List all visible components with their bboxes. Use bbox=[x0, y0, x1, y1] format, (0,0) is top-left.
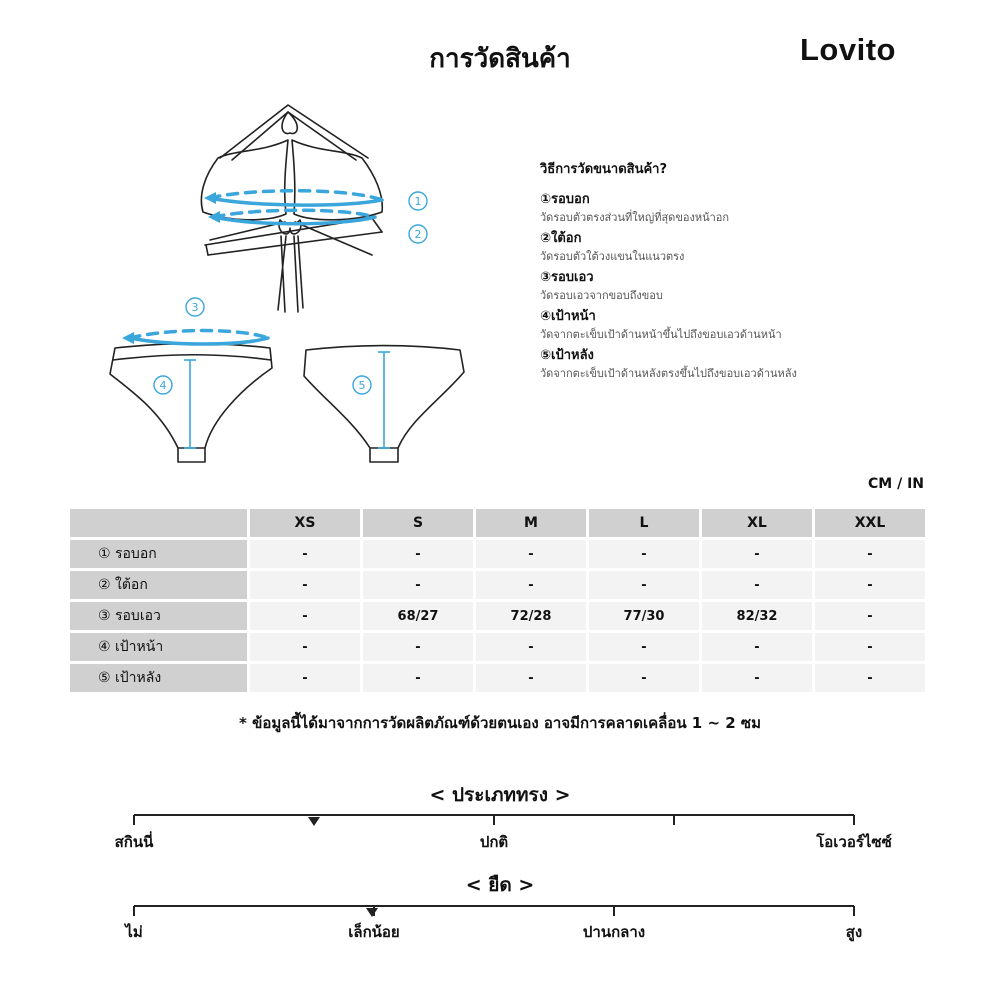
bust-line-back bbox=[210, 191, 382, 200]
waist-line-back bbox=[130, 331, 268, 339]
size-table bbox=[67, 506, 928, 695]
table-cell: - bbox=[363, 540, 473, 568]
halter-strap-outer bbox=[220, 105, 368, 158]
table-cell: - bbox=[702, 540, 812, 568]
guide-item-name: ②ใต้อก bbox=[540, 231, 582, 246]
right-cup bbox=[292, 140, 382, 220]
table-cell: - bbox=[476, 633, 586, 661]
measurement-note: * ข้อมูลนี้ได้มาจากการวัดผลิตภัณฑ์ด้วยตนเอง อาจมีการคลาดเคลื่อน 1 ~ 2 ซม bbox=[239, 714, 761, 732]
stretch-label-medium: ปานกลาง bbox=[582, 923, 646, 941]
table-row bbox=[70, 633, 925, 661]
guide-item-name: ①รอบอก bbox=[540, 192, 590, 207]
marker-5: 5 bbox=[358, 379, 366, 392]
table-cell: - bbox=[815, 664, 925, 692]
measurement-guide bbox=[540, 158, 940, 386]
arrow-bust bbox=[204, 192, 216, 204]
table-header-row bbox=[70, 509, 925, 537]
marker-2: 2 bbox=[414, 228, 422, 241]
table-cell: - bbox=[589, 664, 699, 692]
marker-4: 4 bbox=[159, 379, 167, 392]
table-cell: - bbox=[363, 571, 473, 599]
brand-logo: Lovito bbox=[800, 32, 896, 67]
guide-item-name: ④เป้าหน้า bbox=[540, 309, 596, 324]
stretch-marker-icon bbox=[366, 908, 378, 917]
table-cell: - bbox=[250, 602, 360, 630]
size-header: S bbox=[363, 509, 473, 537]
guide-item-bust bbox=[540, 191, 940, 226]
table-cell: - bbox=[815, 571, 925, 599]
table-cell: - bbox=[815, 633, 925, 661]
size-header: L bbox=[589, 509, 699, 537]
table-cell: - bbox=[363, 633, 473, 661]
table-cell: - bbox=[815, 540, 925, 568]
size-header: M bbox=[476, 509, 586, 537]
guide-item-front-rise bbox=[540, 308, 940, 343]
table-cell: 68/27 bbox=[363, 602, 473, 630]
table-row bbox=[70, 664, 925, 692]
table-row bbox=[70, 540, 925, 568]
row-label: ⑤ เป้าหลัง bbox=[70, 664, 247, 692]
table-cell: - bbox=[702, 664, 812, 692]
guide-item-name: ⑤เป้าหลัง bbox=[540, 348, 594, 363]
size-header: XS bbox=[250, 509, 360, 537]
guide-item-desc: วัดรอบตัวตรงส่วนที่ใหญ่ที่สุดของหน้าอก bbox=[540, 211, 730, 224]
row-label: ② ใต้อก bbox=[70, 571, 247, 599]
guide-title: วิธีการวัดขนาดสินค้า? bbox=[540, 162, 668, 177]
table-cell: - bbox=[702, 633, 812, 661]
row-label: ④ เป้าหน้า bbox=[70, 633, 247, 661]
guide-item-back-rise bbox=[540, 347, 940, 382]
guide-item-waist bbox=[540, 269, 940, 304]
stretch-scale-title: < ยืด > bbox=[465, 874, 535, 896]
guide-item-name: ③รอบเอว bbox=[540, 270, 594, 285]
bust-line-front bbox=[210, 198, 382, 205]
size-header: XL bbox=[702, 509, 812, 537]
row-label: ① รอบอก bbox=[70, 540, 247, 568]
table-cell: - bbox=[363, 664, 473, 692]
hanging-strings bbox=[278, 236, 303, 312]
table-corner bbox=[70, 509, 247, 537]
left-cup bbox=[201, 140, 288, 220]
guide-item-desc: วัดรอบตัวใต้วงแขนในแนวตรง bbox=[540, 250, 685, 263]
table-cell: 72/28 bbox=[476, 602, 586, 630]
table-cell: 77/30 bbox=[589, 602, 699, 630]
table-cell: - bbox=[250, 633, 360, 661]
marker-3: 3 bbox=[191, 301, 199, 314]
table-cell: 82/32 bbox=[702, 602, 812, 630]
table-cell: - bbox=[250, 664, 360, 692]
table-cell: - bbox=[476, 664, 586, 692]
unit-label: CM / IN bbox=[868, 476, 924, 492]
guide-item-underbust bbox=[540, 230, 940, 265]
marker-1: 1 bbox=[414, 195, 422, 208]
table-cell: - bbox=[589, 571, 699, 599]
fit-label-skinny: สกินนี่ bbox=[114, 833, 154, 851]
measurement-illustration bbox=[95, 95, 485, 475]
stretch-label-slight: เล็กน้อย bbox=[348, 923, 400, 941]
table-cell: - bbox=[250, 571, 360, 599]
table-cell: - bbox=[702, 571, 812, 599]
fit-scale-title: < ประเภททรง > bbox=[429, 784, 571, 806]
table-cell: - bbox=[589, 540, 699, 568]
table-cell: - bbox=[815, 602, 925, 630]
table-row bbox=[70, 571, 925, 599]
waist-line-front bbox=[130, 338, 268, 344]
bottom-front bbox=[110, 344, 272, 463]
size-header: XXL bbox=[815, 509, 925, 537]
table-row bbox=[70, 602, 925, 630]
guide-item-desc: วัดรอบเอวจากขอบถึงขอบ bbox=[540, 289, 663, 302]
fit-label-oversize: โอเวอร์ไซซ์ bbox=[816, 833, 892, 851]
stretch-label-high: สูง bbox=[845, 923, 863, 941]
fit-marker-icon bbox=[308, 817, 320, 826]
table-cell: - bbox=[476, 540, 586, 568]
fit-label-regular: ปกติ bbox=[479, 833, 509, 851]
arrow-waist bbox=[122, 332, 134, 344]
stretch-label-none: ไม่ bbox=[125, 923, 143, 941]
table-cell: - bbox=[250, 540, 360, 568]
table-cell: - bbox=[476, 571, 586, 599]
arrow-underbust bbox=[208, 211, 220, 223]
page-title: การวัดสินค้า bbox=[429, 44, 571, 74]
guide-item-desc: วัดจากตะเข็บเป้าด้านหลังตรงขึ้นไปถึงขอบเอวด้านหลัง bbox=[540, 367, 797, 380]
guide-item-desc: วัดจากตะเข็บเป้าด้านหน้าขึ้นไปถึงขอบเอวด้านหน้า bbox=[540, 328, 782, 341]
table-cell: - bbox=[589, 633, 699, 661]
row-label: ③ รอบเอว bbox=[70, 602, 247, 630]
